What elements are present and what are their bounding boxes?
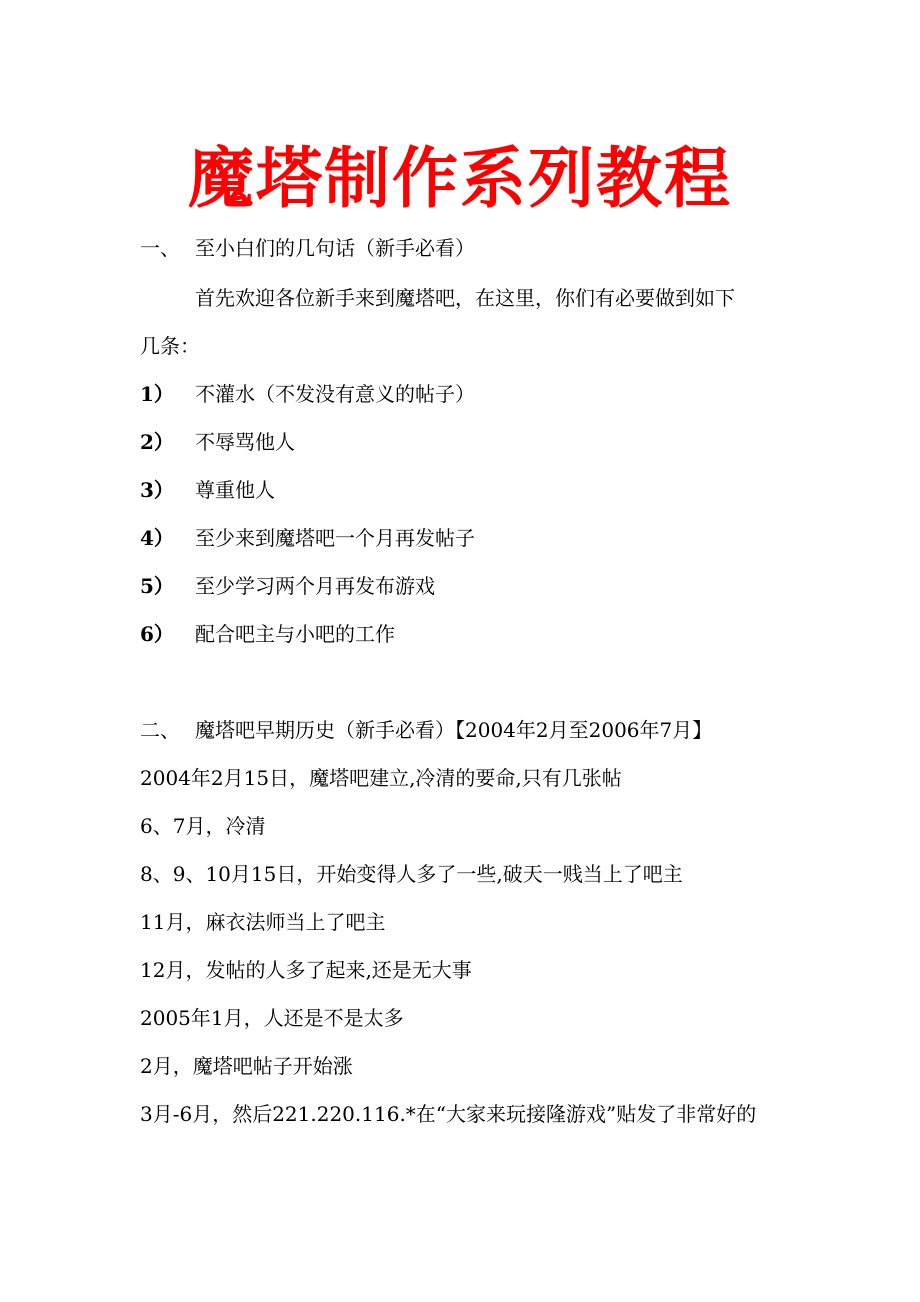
intro-line-2: 几条： (140, 334, 200, 358)
rule-item (140, 380, 475, 408)
rule-number: 2） (140, 430, 174, 454)
history-line: 2005年1月，人还是不是太多 (140, 1006, 404, 1030)
rule-number: 1） (140, 382, 174, 406)
section-1-heading-text: 至小白们的几句话（新手必看） (195, 236, 475, 260)
rule-text: 至少学习两个月再发布游戏 (195, 574, 435, 598)
rule-item (140, 572, 435, 600)
rule-item (140, 620, 395, 648)
section-2-number: 二、 (140, 718, 180, 742)
history-line: 2004年2月15日，魔塔吧建立,冷清的要命,只有几张帖 (140, 766, 622, 790)
history-line: 6、7月，冷清 (140, 814, 266, 838)
document-title: 魔塔制作系列教程 (188, 139, 732, 217)
rule-number: 4） (140, 526, 174, 550)
section-1-heading (140, 234, 475, 262)
rule-text: 不辱骂他人 (195, 430, 295, 454)
history-line: 12月，发帖的人多了起来,还是无大事 (140, 958, 472, 982)
section-1-number: 一、 (140, 236, 180, 260)
intro-line-1: 首先欢迎各位新手来到魔塔吧，在这里，你们有必要做到如下 (195, 286, 735, 310)
rule-text: 配合吧主与小吧的工作 (195, 622, 395, 646)
history-line: 3月-6月，然后221.220.116.*在“大家来玩接隆游戏”贴发了非常好的 (140, 1102, 757, 1126)
section-2-heading (140, 716, 712, 744)
history-line: 11月，麻衣法师当上了吧主 (140, 910, 386, 934)
history-line: 8、9、10月15日，开始变得人多了一些,破天一贱当上了吧主 (140, 862, 683, 886)
rule-text: 尊重他人 (195, 478, 275, 502)
rule-text: 至少来到魔塔吧一个月再发帖子 (195, 526, 475, 550)
rule-text: 不灌水（不发没有意义的帖子） (195, 382, 475, 406)
rule-item (140, 428, 295, 456)
rule-item (140, 476, 275, 504)
rule-item (140, 524, 475, 552)
rule-number: 5） (140, 574, 174, 598)
rule-number: 3） (140, 478, 174, 502)
rule-number: 6） (140, 622, 174, 646)
history-line: 2月，魔塔吧帖子开始涨 (140, 1054, 353, 1078)
section-2-heading-text: 魔塔吧早期历史（新手必看）【2004年2月至2006年7月】 (195, 718, 713, 742)
